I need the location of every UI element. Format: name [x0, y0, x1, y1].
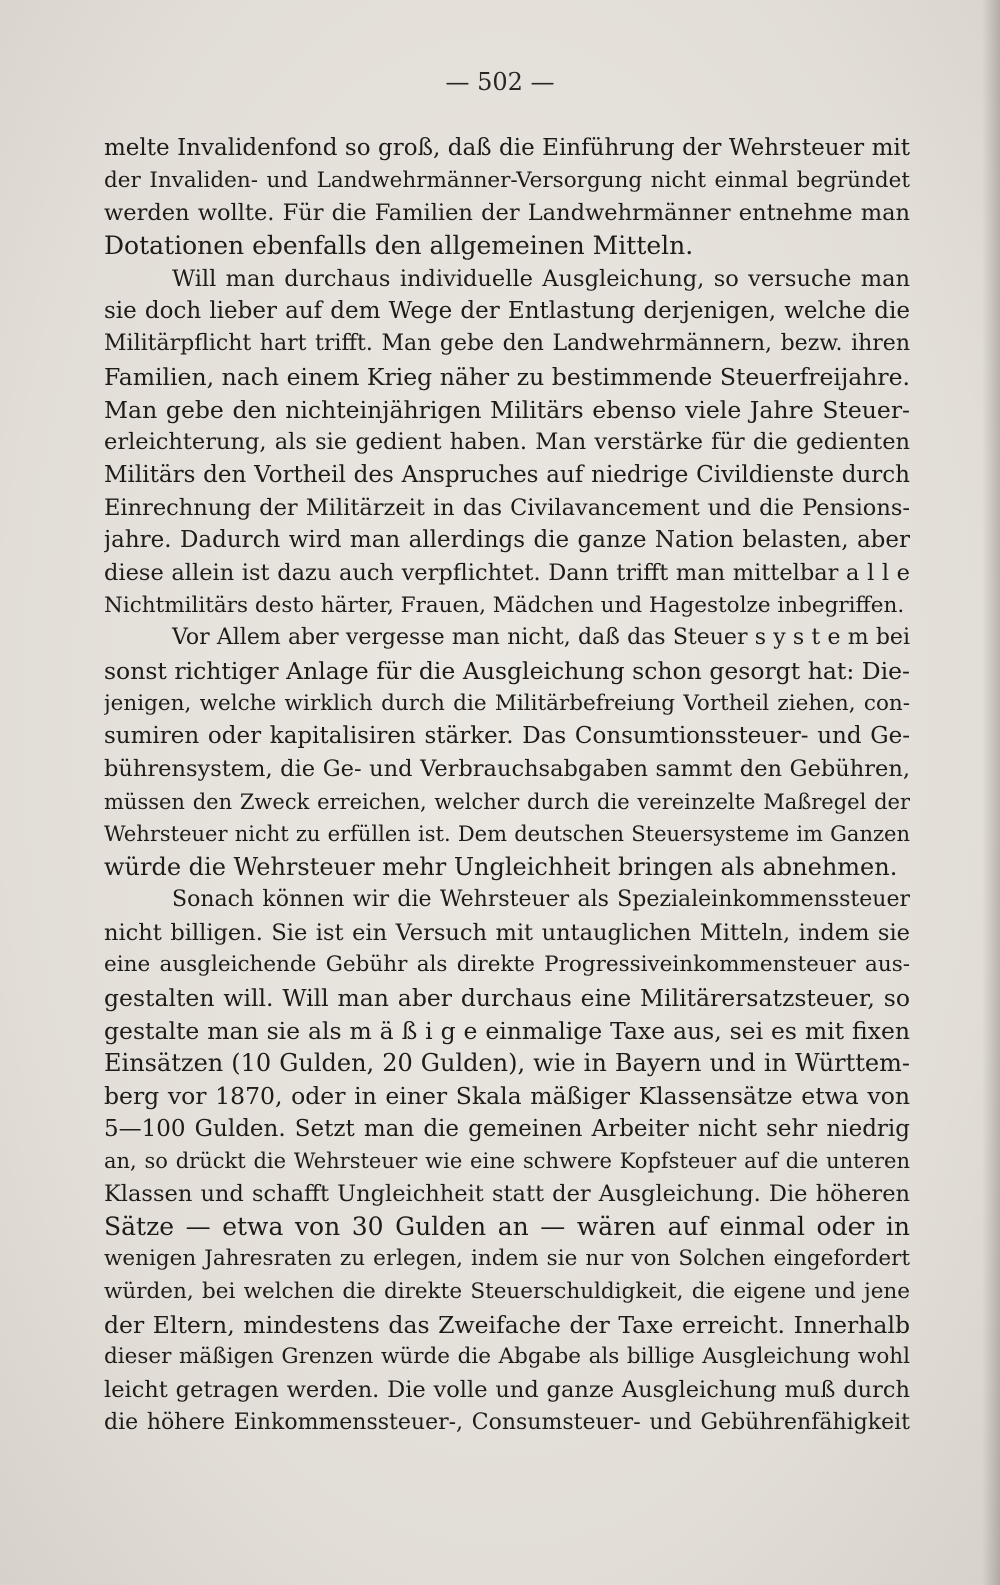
text-line: wenigen Jahresraten zu erlegen, indem sie nur von Solchen eingefordert [104, 1246, 910, 1272]
text-line: Einrechnung der Militärzeit in das Civilavancement und die Pensions- [104, 494, 910, 521]
text-line: Dotationen ebenfalls den allgemeinen Mitteln. [104, 231, 694, 261]
text-line: Sätze — etwa von 30 Gulden an — wären auf einmal oder in [104, 1211, 910, 1241]
text-line: bührensystem, die Ge- und Verbrauchsabgaben sammt den Gebühren, [104, 756, 910, 783]
text-line: Nichtmilitärs desto härter, Frauen, Mädchen und Hagestolze inbegriffen. [104, 592, 905, 618]
text-line: jahre. Dadurch wird man allerdings die ganze Nation belasten, aber [104, 527, 910, 554]
body-text [104, 132, 910, 1440]
text-line: melte Invalidenfond so groß, daß die Einführung der Wehrsteuer mit [104, 135, 910, 161]
text-line: werden wollte. Für die Familien der Landwehrmänner entnehme man [104, 200, 910, 227]
text-line: Wehrsteuer nicht zu erfüllen ist. Dem deutschen Steuersysteme im Ganzen [104, 822, 910, 847]
text-line: der Eltern, mindestens das Zweifache der Taxe erreicht. Innerhalb [104, 1310, 910, 1339]
text-line: 5—100 Gulden. Setzt man die gemeinen Arbeiter nicht sehr niedrig [104, 1115, 910, 1142]
text-line: Vor Allem aber vergesse man nicht, daß das Steuer s y s t e m bei [172, 625, 910, 651]
text-line: würden, bei welchen die direkte Steuerschuldigkeit, die eigene und jene [104, 1279, 910, 1305]
text-line: jenigen, welche wirklich durch die Militärbefreiung Vortheil ziehen, con- [104, 690, 910, 716]
text-line: sie doch lieber auf dem Wege der Entlastung derjenigen, welche die [104, 298, 910, 325]
text-line: sumiren oder kapitalisiren stärker. Das Consumtionssteuer- und Ge- [104, 723, 910, 750]
text-line: Man gebe den nichteinjährigen Militärs ebenso viele Jahre Steuer- [104, 395, 910, 424]
text-line: Militärs den Vortheil des Anspruches auf niedrige Civildienste durch [104, 461, 910, 488]
text-line: eine ausgleichende Gebühr als direkte Progressiveinkommensteuer aus- [104, 952, 910, 978]
text-line: berg vor 1870, oder in einer Skala mäßiger Klassensätze etwa von [104, 1081, 910, 1110]
text-line: diese allein ist dazu auch verpflichtet. Dann trifft man mittelbar a l l e [104, 559, 910, 586]
text-line: würde die Wehrsteuer mehr Ungleichheit bringen als abnehmen. [104, 853, 898, 882]
text-line: gestalte man sie als m ä ß i g e einmalige Taxe aus, sei es mit fixen [104, 1016, 910, 1045]
text-line: erleichterung, als sie gedient haben. Man verstärke für die gedienten [104, 429, 910, 456]
text-line: müssen den Zweck erreichen, welcher durch die vereinzelte Maßregel der [104, 789, 910, 814]
text-line: der Invaliden- und Landwehrmänner-Versorgung nicht einmal begründet [104, 167, 910, 193]
text-line: die höhere Einkommenssteuer-, Consumsteuer- und Gebührenfähigkeit [104, 1409, 910, 1435]
page-number: — 502 — [445, 68, 555, 96]
text-line: Familien, nach einem Krieg näher zu bestimmende Steuerfreijahre. [104, 362, 910, 391]
text-line: Sonach können wir die Wehrsteuer als Spezialeinkommenssteuer [172, 886, 910, 912]
page-edge-shadow [982, 0, 1000, 1585]
text-line: dieser mäßigen Grenzen würde die Abgabe als billige Ausgleichung wohl [104, 1344, 910, 1370]
text-line: leicht getragen werden. Die volle und ganze Ausgleichung muß durch [104, 1377, 910, 1404]
text-line: nicht billigen. Sie ist ein Versuch mit untauglichen Mitteln, indem sie [104, 919, 910, 946]
text-line: sonst richtiger Anlage für die Ausgleichung schon gesorgt hat: Die- [104, 657, 910, 685]
text-line: Militärpflicht hart trifft. Man gebe den Landwehrmännern, bezw. ihren [104, 331, 910, 357]
text-line: Klassen und schafft Ungleichheit statt der Ausgleichung. Die höheren [104, 1181, 910, 1207]
text-line: Einsätzen (10 Gulden, 20 Gulden), wie in Bayern und in Württem- [104, 1049, 910, 1078]
text-line: gestalten will. Will man aber durchaus eine Militärersatzsteuer, so [104, 983, 910, 1012]
text-line: Will man durchaus individuelle Ausgleichung, so versuche man [172, 265, 910, 292]
text-line: an, so drückt die Wehrsteuer wie eine schwere Kopfsteuer auf die unteren [104, 1149, 910, 1174]
